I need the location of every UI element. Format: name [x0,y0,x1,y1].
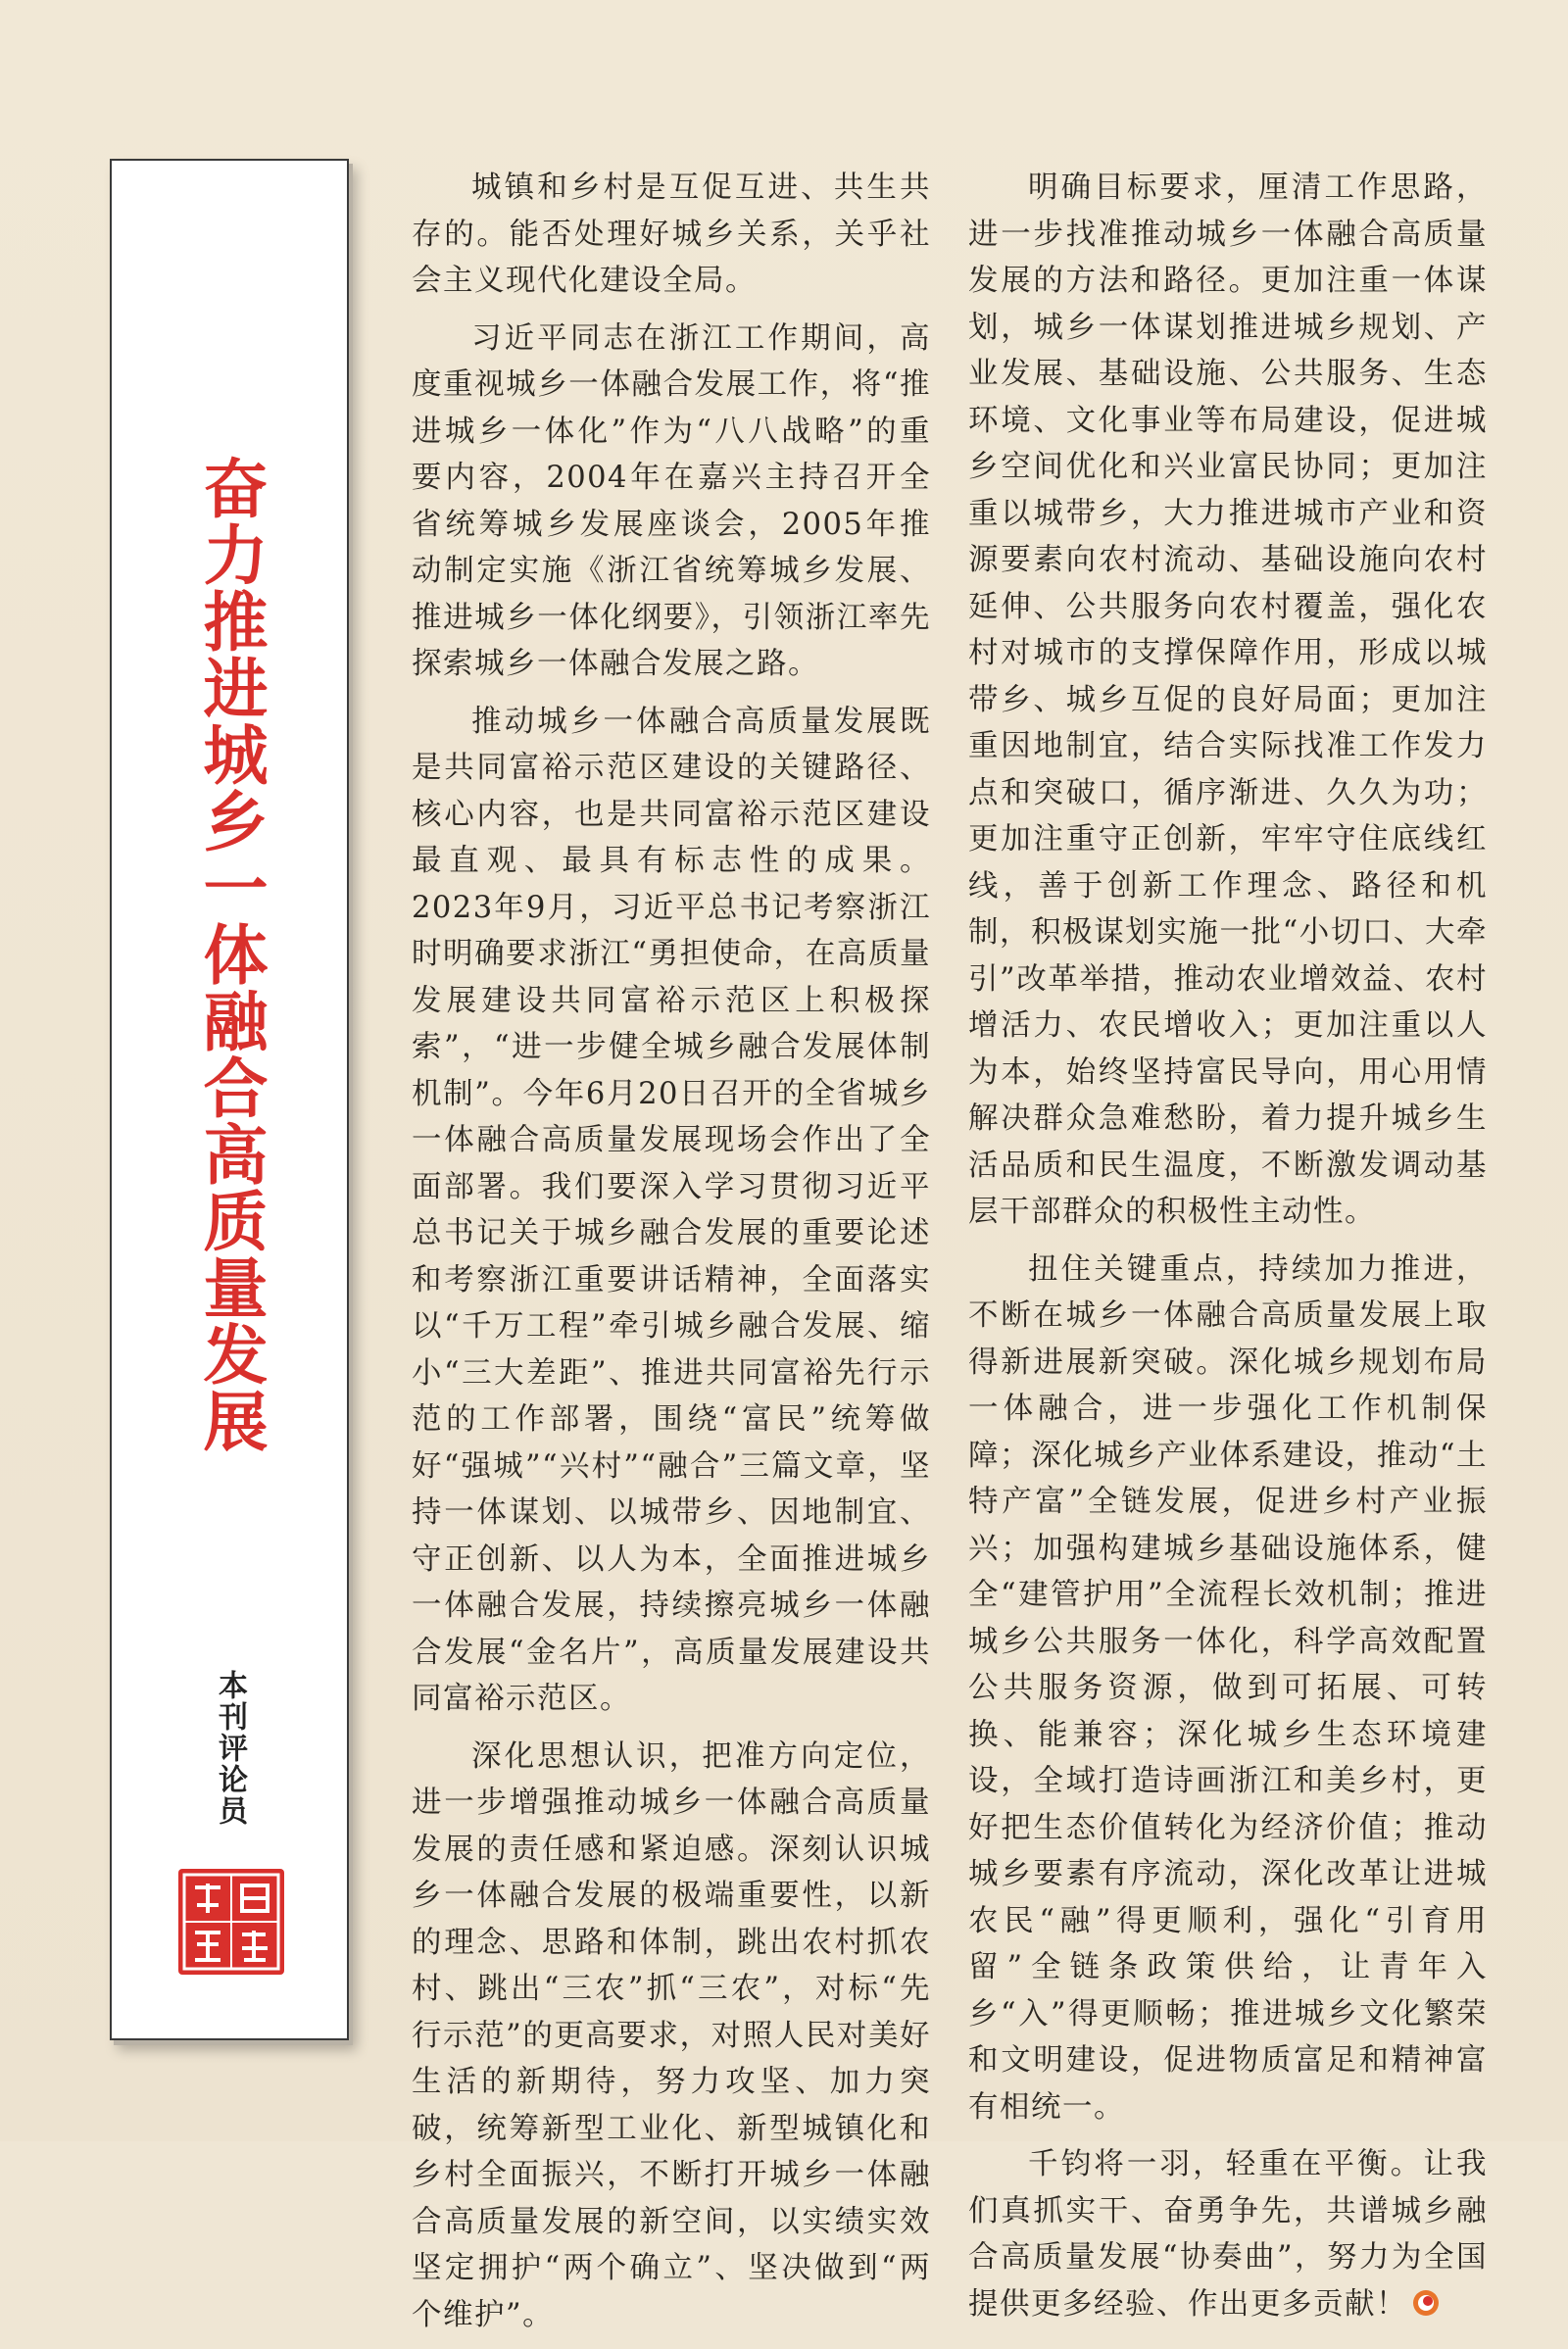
byline: 本刊评论员 [213,1670,247,1827]
paragraph: 明确目标要求，厘清工作思路，进一步找准推动城乡一体融合高质量发展的方法和路径。更加注重一体谋划，城乡一体谋划推进城乡规划、产业发展、基础设施、公共服务、生态环境、文化事业等布局建设，促进城乡空间优化和兴业富民协同；更加注重以城带乡，大力推进城市产业和资源要素向农村流动、基础设施向农村延伸、公共服务向农村覆盖，强化农村对城市的支撑保障作用，形成以城带乡、城乡互促的良好局面；更加注重因地制宜，结合实际找准工作发力点和突破口，循序渐进、久久为功；更加注重守正创新，牢牢守住底线红线，善于创新工作理念、路径和机制，积极谋划实施一批“小切口、大牵引”改革举措，推动农业增效益、农村增活力、农民增收入；更加注重以人为本，始终坚持富民导向，用心用情解决群众急难愁盼，着力提升城乡生活品质和民生温度，不断激发调动基层干部群众的积极性主动性。 [968,171,1488,1229]
paragraph-text: 千钧将一羽，轻重在平衡。让我们真抓实干、奋勇争先，共谱城乡融合高质量发展“协奏曲”，努力为全国提供更多经验、作出更多贡献！ [968,2147,1488,2322]
article-title: 奋力推进城乡一体融合高质量发展 [192,455,268,1454]
paragraph: 城镇和乡村是互促互进、共生共存的。能否处理好城乡关系，关乎社会主义现代化建设全局。 [412,171,931,298]
paragraph: 深化思想认识，把准方向定位，进一步增强推动城乡一体融合高质量发展的责任感和紧迫感。深刻认识城乡一体融合发展的极端重要性，以新的理念、思路和体制，跳出农村抓农村、跳出“三农”抓“三农”，对标“先行示范”的更高要求，对照人民对美好生活的新期待，努力攻坚、加力突破，统筹新型工业化、新型城镇化和乡村全面振兴，不断打开城乡一体融合高质量发展的新空间，以实绩实效坚定拥护“两个确立”、坚决做到“两个维护”。 [412,1738,931,2332]
paragraph: 推动城乡一体融合高质量发展既是共同富裕示范区建设的关键路径、核心内容，也是共同富裕示范区建设最直观、最具有标志性的成果。2023年9月，习近平总书记考察浙江时明确要求浙江“勇担使命，在高质量发展建设共同富裕示范区上积极探索”，“进一步健全城乡融合发展体制机制”。今年6月20日召开的全省城乡一体融合高质量发展现场会作出了全面部署。我们要深入学习贯彻习近平总书记关于城乡融合发展的重要论述和考察浙江重要讲话精神，全面落实以“千万工程”牵引城乡融合发展、缩小“三大差距”、推进共同富裕先行示范的工作部署，围绕“富民”统筹做好“强城”“兴村”“融合”三篇文章，坚持一体谋划、以城带乡、因地制宜、守正创新、以人为本，全面推进城乡一体融合发展，持续擦亮城乡一体融合发展“金名片”，高质量发展建设共同富裕示范区。 [412,704,931,1716]
article-column-left [412,165,931,2349]
article-column-right [968,165,1488,2338]
seal-stamp-icon [175,1866,287,1978]
paragraph: 扭住关键重点，持续加力推进，不断在城乡一体融合高质量发展上取得新进展新突破。深化城乡规划布局一体融合，进一步强化工作机制保障；深化城乡产业体系建设，推动“土特产富”全链发展，促进乡村产业振兴；加强构建城乡基础设施体系，健全“建管护用”全流程长效机制；推进城乡公共服务一体化，科学高效配置公共服务资源，做到可拓展、可转换、能兼容；深化城乡生态环境建设，全域打造诗画浙江和美乡村，更好把生态价值转化为经济价值；推动城乡要素有序流动，深化改革让进城农民“融”得更顺利，强化“引育用留”全链条政策供给，让青年入乡“入”得更顺畅；推进城乡文化繁荣和文明建设，促进物质富足和精神富有相统一。 [968,1251,1488,2125]
title-card [110,159,349,2040]
magazine-end-icon [1411,2288,1441,2318]
final-paragraph [968,2141,1488,2327]
paragraph: 习近平同志在浙江工作期间，高度重视城乡一体融合发展工作，将“推进城乡一体化”作为“八八战略”的重要内容，2004年在嘉兴主持召开全省统筹城乡发展座谈会，2005年推动制定实施《浙江省统筹城乡发展、推进城乡一体化纲要》，引领浙江率先探索城乡一体融合发展之路。 [412,320,931,681]
